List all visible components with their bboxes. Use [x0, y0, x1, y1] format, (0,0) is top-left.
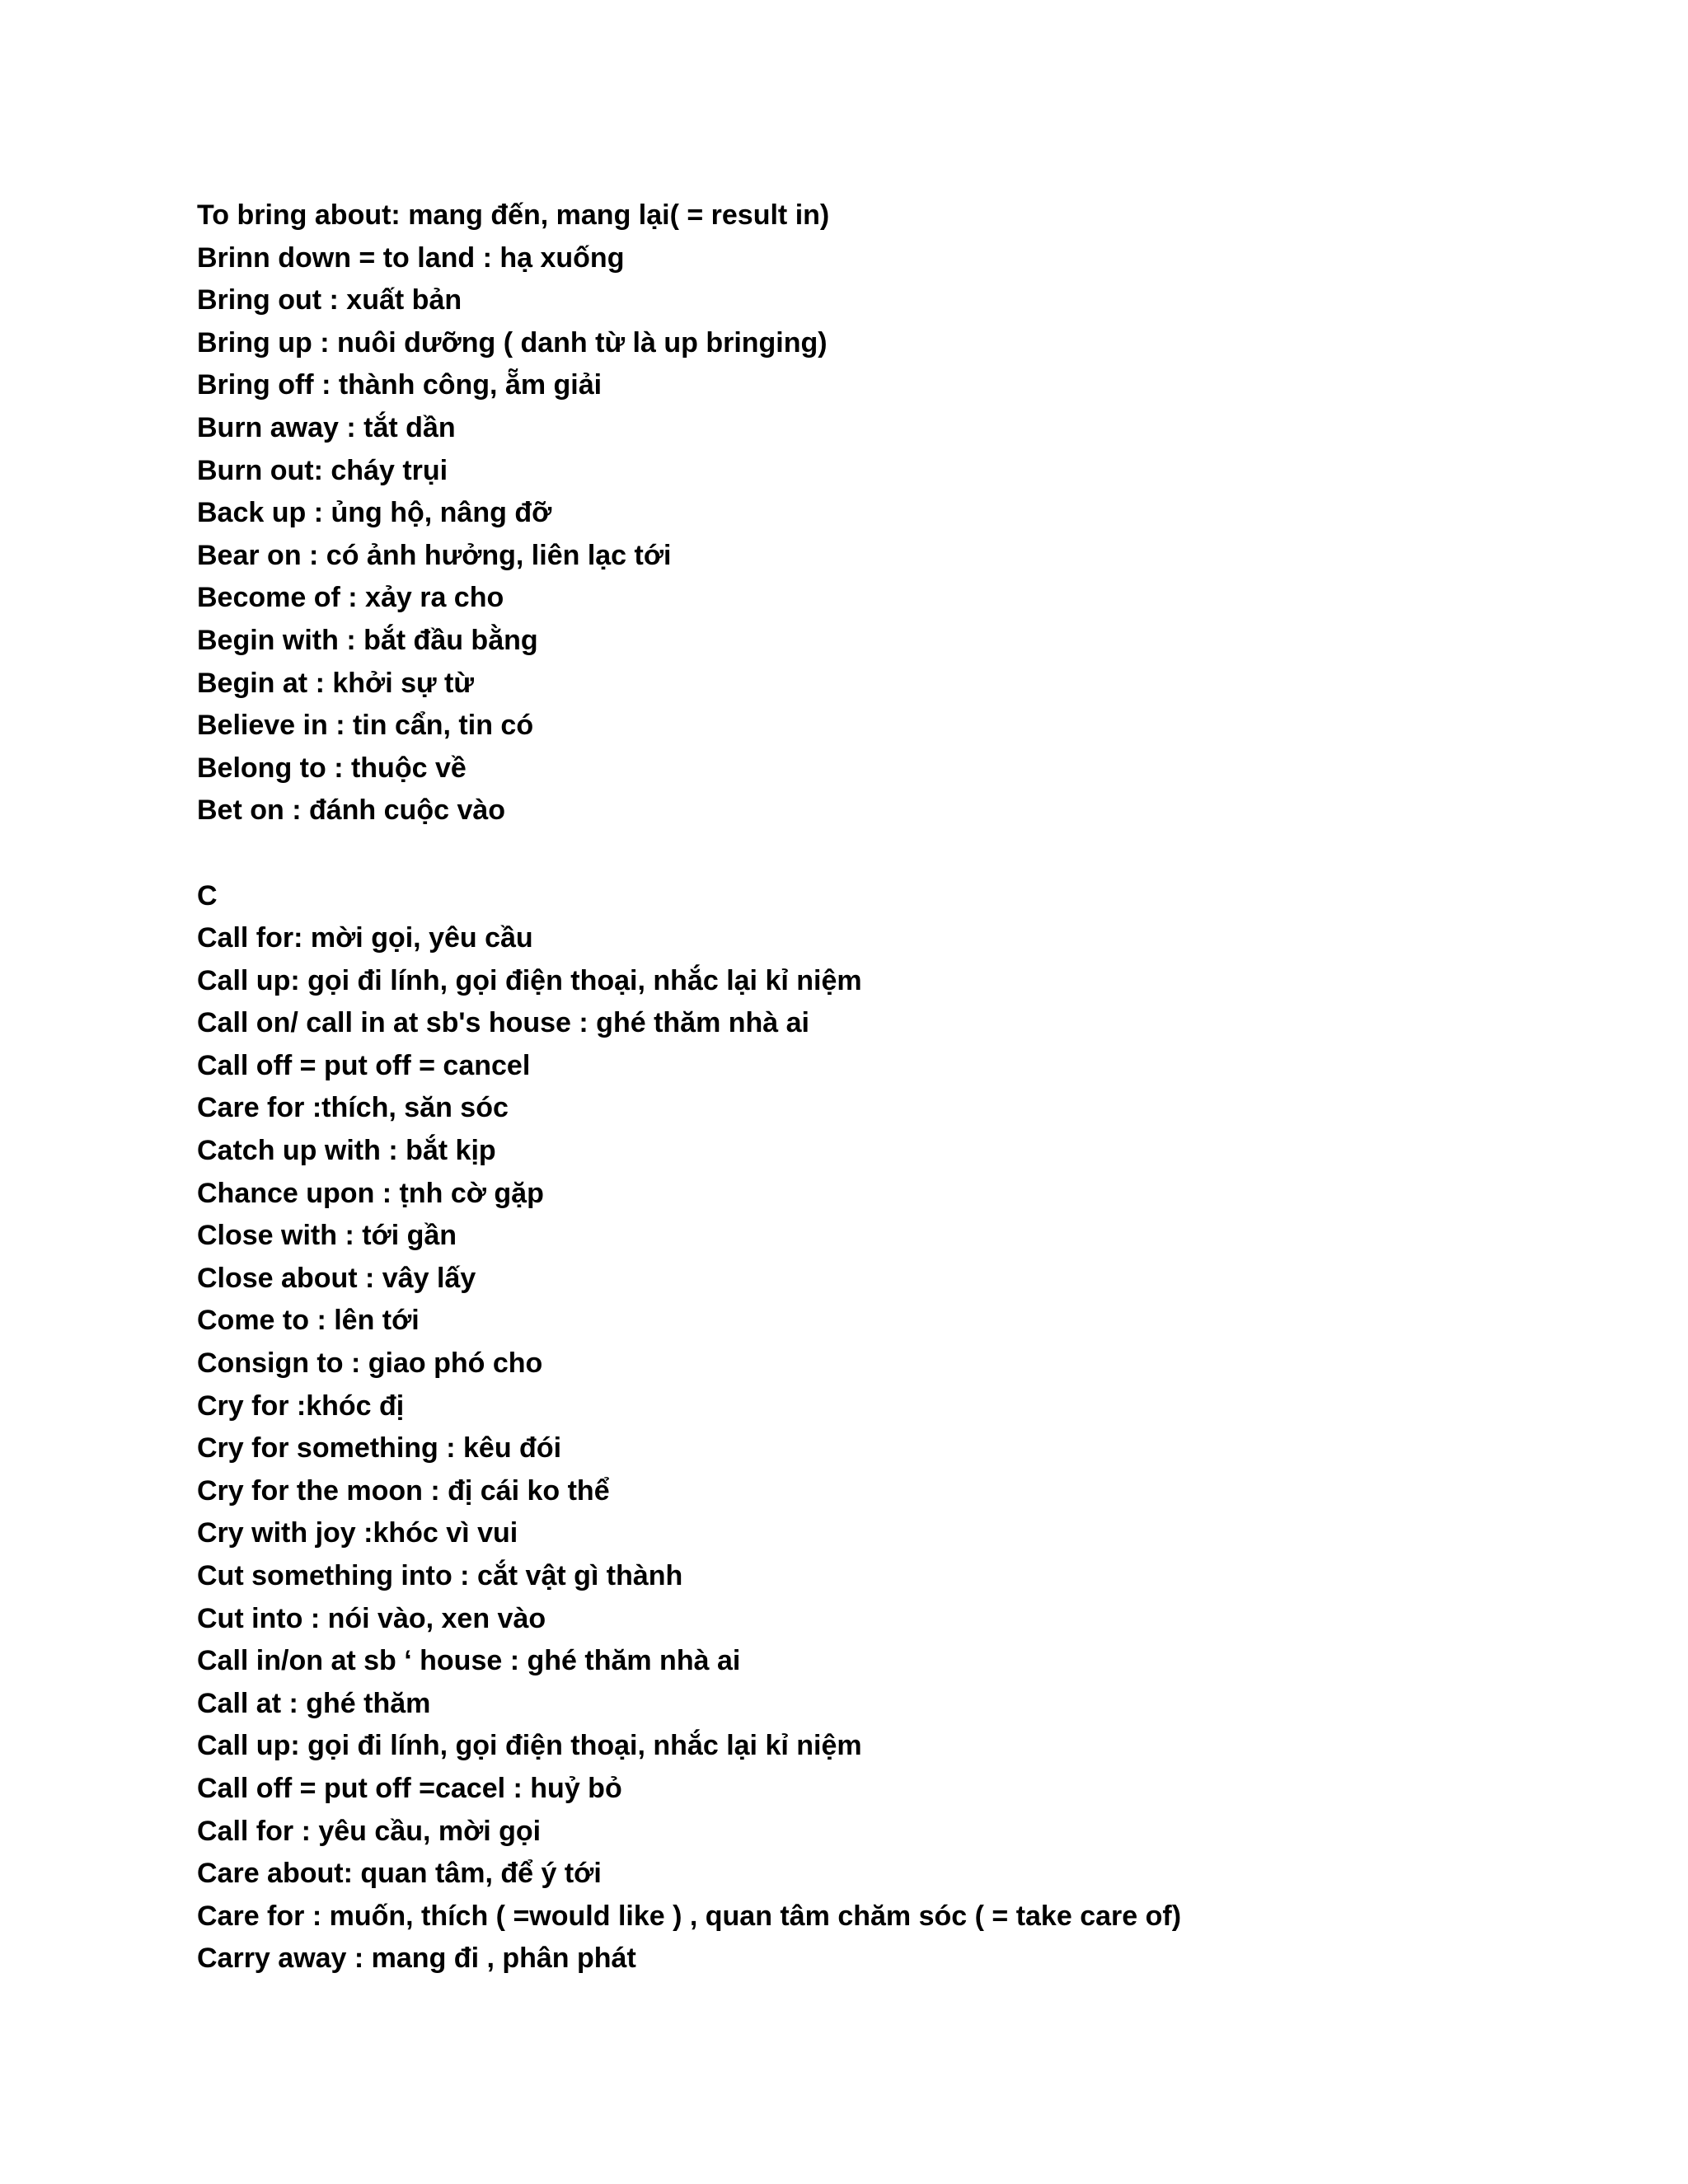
entry-line: Chance upon : ṭnh cờ gặp	[197, 1177, 544, 1209]
section-c-heading: C	[197, 879, 218, 912]
entry-line: Call off = put off =cacel : huỷ bỏ	[197, 1772, 622, 1804]
entry-line: Cut something into : cắt vật gì thành	[197, 1560, 683, 1591]
entry-line: Bring out : xuất bản	[197, 284, 462, 316]
entry-line: Cry with joy :khóc vì vui	[197, 1517, 518, 1549]
section-b	[197, 194, 1516, 832]
entry-line: Catch up with : bắt kịp	[197, 1135, 496, 1167]
entry-line: Call off = put off = cancel	[197, 1049, 531, 1081]
entry-line: Come to : lên tới	[197, 1305, 420, 1337]
entry-line: Bring off : thành công, ẵm giải	[197, 369, 603, 401]
entry-line: Cry for the moon : đị cái ko thể	[197, 1474, 610, 1507]
entry-line: Carry away : mang đi , phân phát	[197, 1943, 636, 1975]
entry-line: Back up : ủng hộ, nâng đỡ	[197, 497, 552, 529]
entry-line: Believe in : tin cẩn, tin có	[197, 710, 534, 742]
entry-line: Burn out: cháy trụi	[197, 454, 448, 486]
entry-line: Cut into : nói vào, xen vào	[197, 1602, 546, 1634]
entry-line: Belong to : thuộc về	[197, 752, 467, 784]
entry-line: Call on/ call in at sb's house : ghé thăm nhà ai	[197, 1007, 810, 1039]
entry-line: To bring about: mang đến, mang lại( = result in)	[197, 199, 830, 231]
entry-line: Call up: gọi đi lính, gọi điện thoại, nhắc lại kỉ niệm	[197, 1730, 862, 1762]
entry-line: Burn away : tắt dần	[197, 411, 456, 443]
entry-line: Cry for something : kêu đói	[197, 1432, 562, 1465]
entry-line: Become of : xảy ra cho	[197, 582, 504, 614]
entry-line: Call in/on at sb ‘ house : ghé thăm nhà ai	[197, 1645, 741, 1677]
entry-line: Close about : vây lấy	[197, 1262, 476, 1294]
entry-line: Call at : ghé thăm	[197, 1687, 431, 1719]
entry-line: Care for : muốn, thích ( =would like ) , quan tâm chăm sóc ( = take care of)	[197, 1900, 1182, 1932]
entry-line: Cry for :khóc đị	[197, 1390, 405, 1422]
entry-line: Consign to : giao phó cho	[197, 1347, 543, 1380]
entry-line: Begin at : khởi sự từ	[197, 667, 474, 699]
entry-line: Bear on : có ảnh hưởng, liên lạc tới	[197, 539, 672, 571]
entry-line: Begin with : bắt đầu bằng	[197, 624, 538, 656]
entry-line: Close with : tới gần	[197, 1220, 457, 1252]
entry-line: Bet on : đánh cuộc vào	[197, 794, 506, 827]
blank-line	[197, 832, 1516, 875]
entry-line: Call up: gọi đi lính, gọi điện thoại, nhắc lại kỉ niệm	[197, 964, 862, 996]
phrasal-verb-list	[197, 194, 1516, 1980]
entry-line: Care for :thích, săn sóc	[197, 1092, 509, 1124]
entry-line: Bring up : nuôi dưỡng ( danh từ là up bringing)	[197, 326, 828, 359]
entry-line: Call for: mời gọi, yêu cầu	[197, 922, 533, 954]
entry-line: Call for : yêu cầu, mời gọi	[197, 1815, 542, 1847]
entry-line: Brinn down = to land : hạ xuống	[197, 241, 625, 274]
entry-line: Care about: quan tâm, để ý tới	[197, 1858, 602, 1890]
section-c	[197, 917, 1516, 1980]
